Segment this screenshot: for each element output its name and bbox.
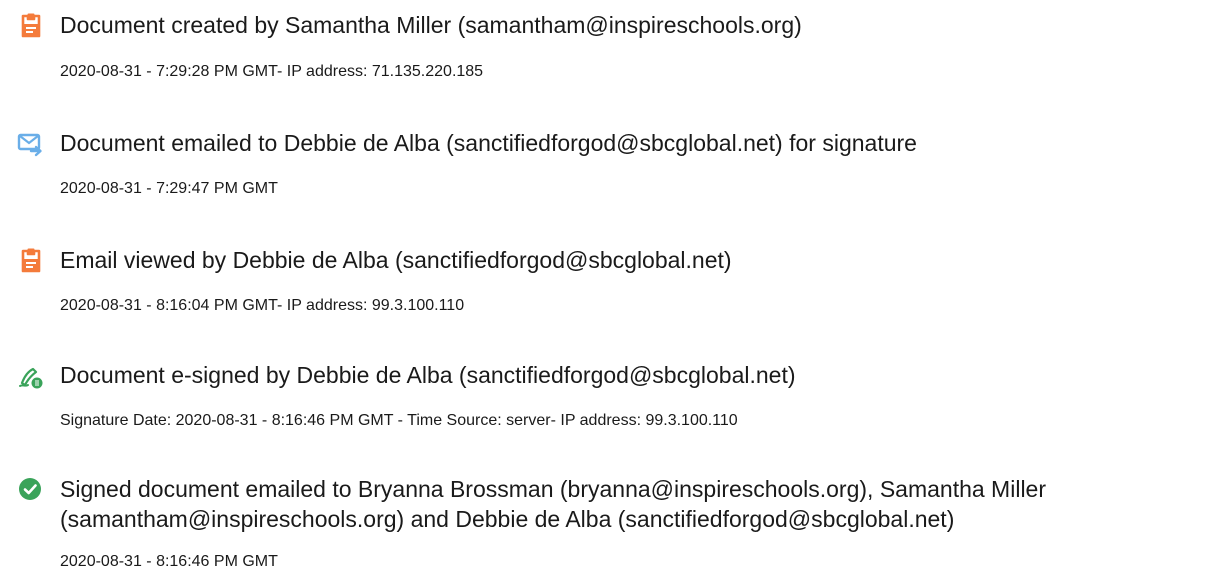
event-description: Document created by Samantha Miller (samantham@inspireschools.org) xyxy=(60,12,802,38)
email-sent-icon xyxy=(17,130,45,158)
event-timestamp: 2020-08-31 - 8:16:46 PM GMT xyxy=(60,553,278,570)
email-viewed-icon xyxy=(17,247,45,275)
event-description: Email viewed by Debbie de Alba (sanctifiedforgod@sbcglobal.net) xyxy=(60,247,732,273)
event-timestamp: 2020-08-31 - 8:16:04 PM GMT- IP address: 99.3.100.110 xyxy=(60,297,465,314)
event-description: Signed document emailed to Bryanna Brossman (bryanna@inspireschools.org), Samantha Miller (samantham@inspireschools.org) and Debbie de Alba (sanctifiedforgod@sbcglobal.net) xyxy=(60,476,1047,532)
check-circle-icon xyxy=(17,476,45,504)
document-created-icon xyxy=(17,12,45,40)
e-signed-icon xyxy=(17,363,45,391)
event-description: Document e-signed by Debbie de Alba (sanctifiedforgod@sbcglobal.net) xyxy=(60,362,796,388)
event-timestamp: Signature Date: 2020-08-31 - 8:16:46 PM GMT - Time Source: server- IP address: 99.3.100.110 xyxy=(60,412,738,429)
event-timestamp: 2020-08-31 - 7:29:47 PM GMT xyxy=(60,180,278,197)
event-timestamp: 2020-08-31 - 7:29:28 PM GMT- IP address: 71.135.220.185 xyxy=(60,63,484,80)
event-description: Document emailed to Debbie de Alba (sanctifiedforgod@sbcglobal.net) for signature xyxy=(60,130,917,156)
